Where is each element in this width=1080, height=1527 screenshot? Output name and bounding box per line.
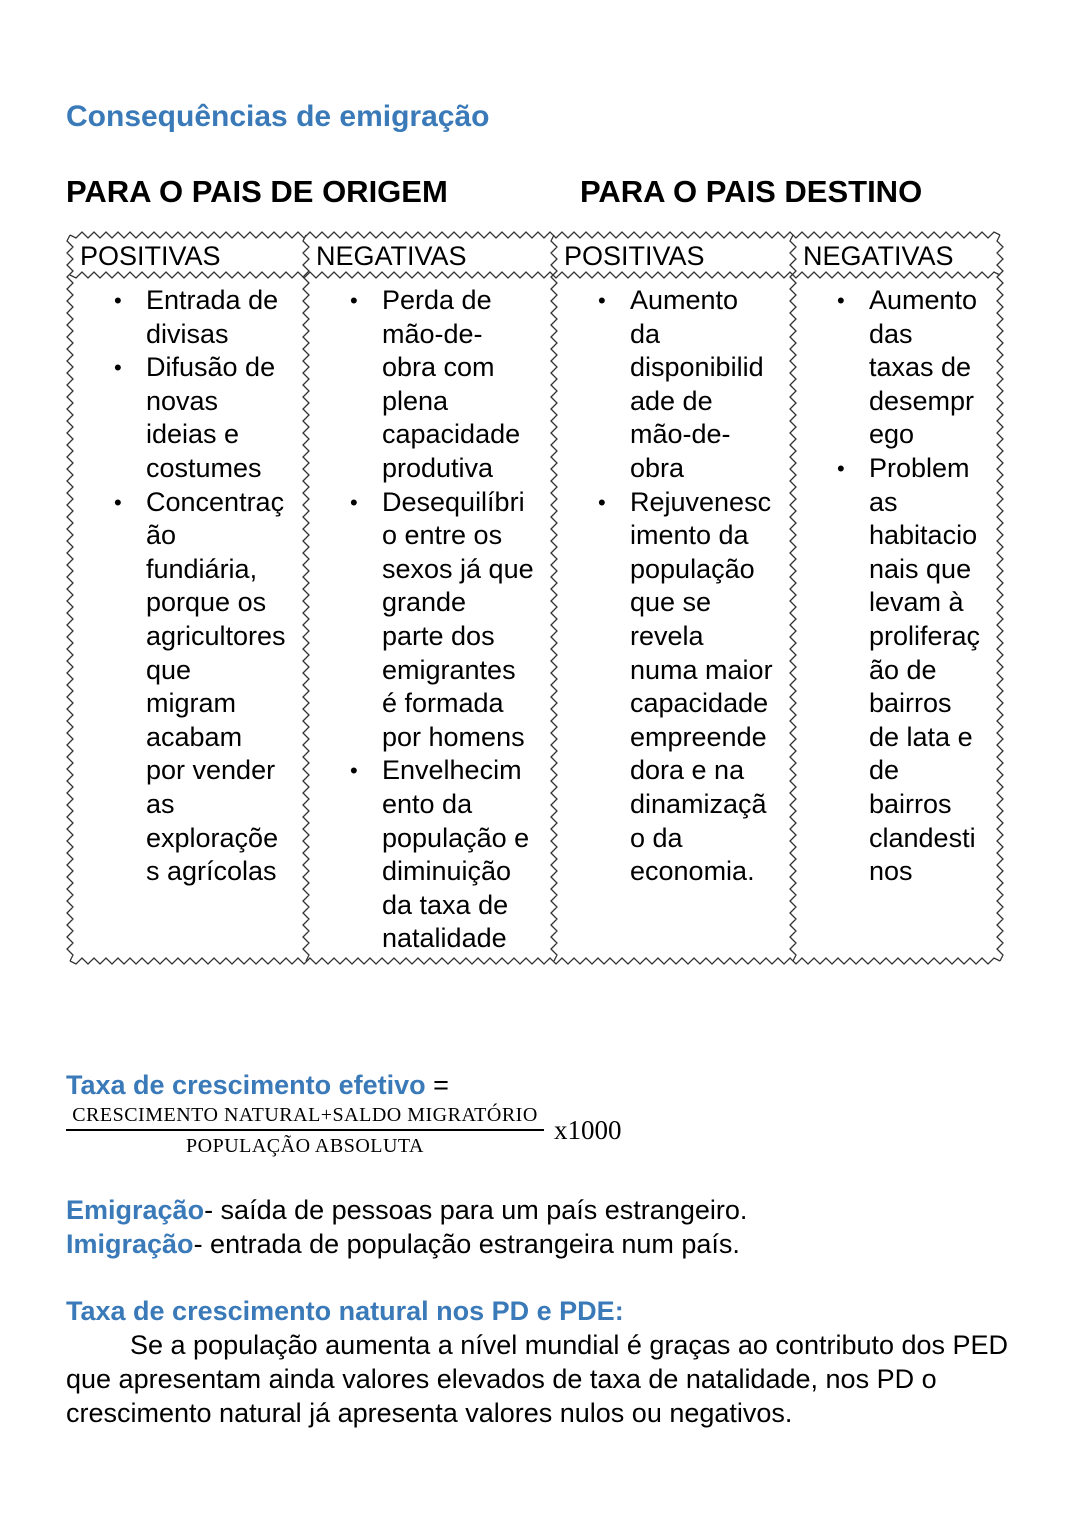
definition-term: Imigração xyxy=(66,1229,194,1259)
formula-denominator: POPULAÇÃO ABSOLUTA xyxy=(186,1135,424,1157)
bullet-item-continuation xyxy=(833,721,980,755)
bullet-item-continuation xyxy=(110,318,286,352)
definition-text: - entrada de população estrangeira num país. xyxy=(193,1229,740,1259)
item-text: natalidade xyxy=(382,923,507,954)
item-text: disponibilid xyxy=(630,352,764,383)
bullet-item-continuation xyxy=(594,687,773,721)
bullet-item-continuation xyxy=(594,822,773,856)
natural-growth-text: Se a população aumenta a nível mundial é graças ao contributo dos PED que apresentam ainda valores elevados de taxa de natalidade, nos PD o crescimento natural já apresenta valores nulos ou negativos. xyxy=(66,1330,1009,1428)
formula-label: Taxa de crescimento efetivo xyxy=(66,1070,426,1100)
bullet-item-continuation xyxy=(346,855,534,889)
bullet-dot: • xyxy=(598,489,606,515)
formula-fraction xyxy=(66,1104,544,1158)
item-text: dinamizaçã xyxy=(630,788,767,819)
item-text: Concentraç xyxy=(146,486,285,517)
item-text: de xyxy=(869,755,900,786)
bullet-item-continuation xyxy=(346,553,534,587)
definition-term: Emigração xyxy=(66,1195,205,1225)
bullet-item-continuation xyxy=(110,418,286,452)
bullet-item-continuation xyxy=(833,654,980,688)
item-text: levam à xyxy=(869,587,964,618)
bullet-item-continuation xyxy=(346,889,534,923)
bullet-item-continuation xyxy=(833,418,980,452)
bullet-dot: • xyxy=(350,288,358,313)
item-text: agricultores xyxy=(146,620,286,651)
item-text: população xyxy=(630,553,755,584)
item-text: mão-de- xyxy=(382,318,483,349)
item-text: empreende xyxy=(630,721,767,752)
bullet-item-continuation xyxy=(110,654,286,688)
item-text: proliferaç xyxy=(869,620,981,651)
item-text: exploraçõe xyxy=(146,822,279,853)
bullet-item-continuation xyxy=(346,519,534,553)
formula-equals: = xyxy=(425,1070,449,1100)
table-border-vertical xyxy=(790,235,796,961)
bullet-item-continuation xyxy=(833,351,980,385)
bullet-item-continuation xyxy=(833,519,980,553)
item-text: bairros xyxy=(869,788,952,819)
bullet-item-continuation xyxy=(346,687,534,721)
item-text: nais que xyxy=(869,553,972,584)
item-text: capacidade xyxy=(630,688,769,719)
item-text: imento da xyxy=(630,520,749,551)
formula-numerator: CRESCIMENTO NATURAL+SALDO MIGRATÓRIO xyxy=(66,1104,544,1131)
bullet-item-continuation xyxy=(346,922,534,956)
bullet-item-continuation xyxy=(346,654,534,688)
bullet-item-continuation xyxy=(594,553,773,587)
bullet-item-continuation xyxy=(346,418,534,452)
bullet-item-continuation xyxy=(594,351,773,385)
item-text: Envelhecim xyxy=(382,755,522,786)
item-text: parte dos xyxy=(382,620,495,651)
item-text: migram xyxy=(146,688,237,719)
bullet-item-continuation xyxy=(346,351,534,385)
item-text: nos xyxy=(869,856,913,887)
bullet-item-continuation xyxy=(833,553,980,587)
item-text: taxas de xyxy=(869,352,972,383)
item-text: fundiária, xyxy=(146,553,258,584)
col-header-destination-positive: POSITIVAS xyxy=(564,241,705,271)
bullet-item-continuation xyxy=(594,721,773,755)
item-text: ego xyxy=(869,419,915,450)
bullet-dot: • xyxy=(114,355,122,381)
bullet-item-continuation xyxy=(346,385,534,419)
bullet-item-continuation xyxy=(110,620,286,654)
item-text: Problem xyxy=(869,452,970,483)
col-origin-negative xyxy=(346,284,534,956)
bullet-dot: • xyxy=(837,288,845,313)
col-header-destination-negative: NEGATIVAS xyxy=(803,241,954,271)
bullet-item-continuation xyxy=(346,318,534,352)
item-text: grande xyxy=(382,587,467,618)
col-destination-negative xyxy=(833,284,980,889)
bullet-item-continuation xyxy=(110,822,286,856)
item-text: Perda de xyxy=(382,285,492,315)
bullet-item-continuation xyxy=(110,385,286,419)
bullet-item-continuation xyxy=(594,586,773,620)
bullet-dot: • xyxy=(114,288,122,313)
item-text: o entre os xyxy=(382,520,503,551)
bullet-item xyxy=(110,351,286,385)
item-text: as xyxy=(869,486,898,517)
bullet-item-continuation xyxy=(594,318,773,352)
item-text: Desequilíbri xyxy=(382,486,525,517)
col-header-origin-negative: NEGATIVAS xyxy=(316,241,467,271)
item-text: por vender xyxy=(146,755,276,786)
item-text: emigrantes xyxy=(382,654,516,685)
bullet-item-continuation xyxy=(833,754,980,788)
bullet-item-continuation xyxy=(110,553,286,587)
bullet-item-continuation xyxy=(833,385,980,419)
item-text: produtiva xyxy=(382,452,494,483)
item-text: divisas xyxy=(146,318,229,349)
formula-heading xyxy=(66,1070,449,1101)
bullet-dot: • xyxy=(837,455,845,481)
item-text: bairros xyxy=(869,688,952,719)
bullet-item-continuation xyxy=(110,855,286,889)
item-text: da taxa de xyxy=(382,889,509,920)
item-text: habitacio xyxy=(869,520,978,551)
item-text: costumes xyxy=(146,452,262,483)
bullet-item-continuation xyxy=(833,620,980,654)
item-text: ideias e xyxy=(146,419,240,450)
bullet-item-continuation xyxy=(594,519,773,553)
table-border-vertical xyxy=(67,235,73,961)
item-text: Entrada de xyxy=(146,285,279,315)
subhead-destination: PARA O PAIS DESTINO xyxy=(580,174,923,209)
bullet-item xyxy=(594,486,773,520)
bullet-item xyxy=(110,284,286,318)
bullet-item-continuation xyxy=(346,788,534,822)
bullet-item-continuation xyxy=(594,754,773,788)
table-border-vertical xyxy=(303,235,309,961)
bullet-item-continuation xyxy=(346,822,534,856)
item-text: desempr xyxy=(869,385,975,416)
natural-growth-paragraph xyxy=(66,1328,1016,1430)
definition-emigration xyxy=(66,1195,747,1226)
bullet-item-continuation xyxy=(833,788,980,822)
bullet-item-continuation xyxy=(346,620,534,654)
item-text: obra com xyxy=(382,352,495,383)
item-text: Aumento xyxy=(630,285,739,315)
item-text: das xyxy=(869,318,913,349)
bullet-item-continuation xyxy=(833,822,980,856)
item-text: da xyxy=(630,318,661,349)
bullet-item-continuation xyxy=(346,586,534,620)
bullet-item-continuation xyxy=(833,687,980,721)
subhead-origin: PARA O PAIS DE ORIGEM xyxy=(66,174,448,209)
item-text: dora e na xyxy=(630,755,745,786)
item-text: s agrícolas xyxy=(146,856,277,887)
item-text: porque os xyxy=(146,587,267,618)
item-text: Difusão de xyxy=(146,352,276,383)
bullet-item-continuation xyxy=(110,687,286,721)
item-text: ento da xyxy=(382,788,473,819)
bullet-item-continuation xyxy=(110,788,286,822)
item-text: que se xyxy=(630,587,712,618)
bullet-item xyxy=(833,284,980,318)
item-text: população e xyxy=(382,822,530,853)
table-border-vertical xyxy=(551,235,557,961)
bullet-item-continuation xyxy=(594,418,773,452)
bullet-item-continuation xyxy=(833,318,980,352)
item-text: é formada xyxy=(382,688,504,719)
item-text: numa maior xyxy=(630,654,773,685)
bullet-item-continuation xyxy=(346,452,534,486)
item-text: economia. xyxy=(630,856,755,887)
bullet-dot: • xyxy=(114,489,122,515)
bullet-item-continuation xyxy=(833,486,980,520)
table-border-vertical xyxy=(997,235,1003,961)
item-text: ão de xyxy=(869,654,937,685)
table-border-horizontal xyxy=(70,958,1000,964)
bullet-item xyxy=(346,486,534,520)
bullet-item xyxy=(110,486,286,520)
item-text: obra xyxy=(630,452,685,483)
bullet-item-continuation xyxy=(594,788,773,822)
bullet-item-continuation xyxy=(110,452,286,486)
bullet-item xyxy=(594,284,773,318)
bullet-item-continuation xyxy=(594,452,773,486)
item-text: ade de xyxy=(630,385,713,416)
page-title: Consequências de emigração xyxy=(66,100,490,133)
bullet-item-continuation xyxy=(110,519,286,553)
bullet-dot: • xyxy=(350,758,358,784)
natural-growth-heading: Taxa de crescimento natural nos PD e PDE: xyxy=(66,1296,624,1326)
bullet-item-continuation xyxy=(110,754,286,788)
col-header-origin-positive: POSITIVAS xyxy=(80,241,221,271)
item-text: diminuição xyxy=(382,856,512,887)
bullet-item-continuation xyxy=(833,855,980,889)
bullet-item-continuation xyxy=(110,586,286,620)
item-text: sexos já que xyxy=(382,553,534,584)
bullet-item-continuation xyxy=(110,721,286,755)
formula-multiplier: x1000 xyxy=(554,1115,622,1145)
item-text: de lata e xyxy=(869,721,973,752)
item-text: as xyxy=(146,788,175,819)
item-text: o da xyxy=(630,822,683,853)
bullet-item xyxy=(346,284,534,318)
item-text: novas xyxy=(146,385,219,416)
item-text: Aumento xyxy=(869,285,978,315)
bullet-item-continuation xyxy=(594,385,773,419)
item-text: plena xyxy=(382,385,449,416)
item-text: que xyxy=(146,654,192,685)
bullet-item-continuation xyxy=(833,586,980,620)
bullet-item xyxy=(833,452,980,486)
bullet-item xyxy=(346,754,534,788)
bullet-item-continuation xyxy=(594,620,773,654)
bullet-dot: • xyxy=(598,288,606,313)
bullet-item-continuation xyxy=(594,855,773,889)
item-text: mão-de- xyxy=(630,419,731,450)
consequences-table xyxy=(66,231,1004,965)
table-border-horizontal xyxy=(70,232,1000,238)
item-text: capacidade xyxy=(382,419,521,450)
col-destination-positive xyxy=(594,284,773,889)
bullet-item-continuation xyxy=(346,721,534,755)
item-text: revela xyxy=(630,620,704,651)
col-origin-positive xyxy=(110,284,286,889)
bullet-item-continuation xyxy=(594,654,773,688)
item-text: Rejuvenesc xyxy=(630,486,772,517)
item-text: ão xyxy=(146,520,177,551)
item-text: acabam xyxy=(146,721,243,752)
item-text: clandesti xyxy=(869,822,976,853)
definition-text: - saída de pessoas para um país estrangeiro. xyxy=(204,1195,748,1225)
definition-immigration xyxy=(66,1229,740,1260)
item-text: por homens xyxy=(382,721,525,752)
bullet-dot: • xyxy=(350,489,358,515)
